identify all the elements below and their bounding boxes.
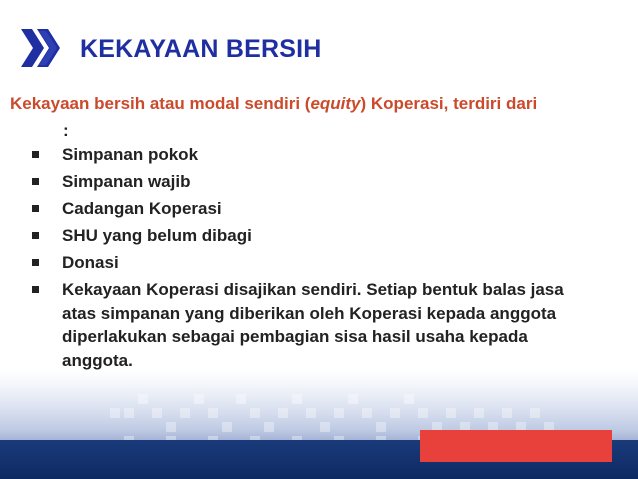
square-bullet-icon: [32, 259, 39, 266]
intro-colon: :: [63, 121, 69, 140]
intro-text: [10, 92, 610, 115]
square-bullet-icon: [32, 178, 39, 185]
double-chevron-right-icon: [18, 25, 64, 71]
square-bullet-icon: [32, 286, 39, 293]
square-bullet-icon: [32, 205, 39, 212]
bullet-text: Simpanan pokok: [62, 145, 199, 164]
list-item: [0, 224, 638, 248]
list-item: [0, 251, 638, 275]
bullet-list: [0, 143, 638, 376]
square-bullet-icon: [32, 232, 39, 239]
bullet-text: Donasi: [62, 253, 119, 272]
list-item: [0, 197, 638, 221]
square-bullet-icon: [32, 151, 39, 158]
bullet-text: Simpanan wajib: [62, 172, 191, 191]
list-item: [0, 170, 638, 194]
intro-suffix: ) Koperasi, terdiri dari: [360, 94, 538, 113]
list-item: [0, 278, 582, 372]
intro-prefix: Kekayaan bersih atau modal sendiri (: [10, 94, 311, 113]
bullet-text: SHU yang belum dibagi: [62, 226, 252, 245]
slide-title: KEKAYAAN BERSIH: [80, 35, 322, 63]
bullet-text: Kekayaan Koperasi disajikan sendiri. Setiap bentuk balas jasa atas simpanan yang diberikan oleh Koperasi kepada anggota diperlakukan sebagai pembagian sisa hasil usaha kepada anggota.: [62, 280, 564, 370]
list-item: [0, 143, 638, 167]
intro-emphasis: equity: [310, 94, 361, 113]
footer-red-box: [420, 430, 612, 462]
bullet-text: Cadangan Koperasi: [62, 199, 222, 218]
